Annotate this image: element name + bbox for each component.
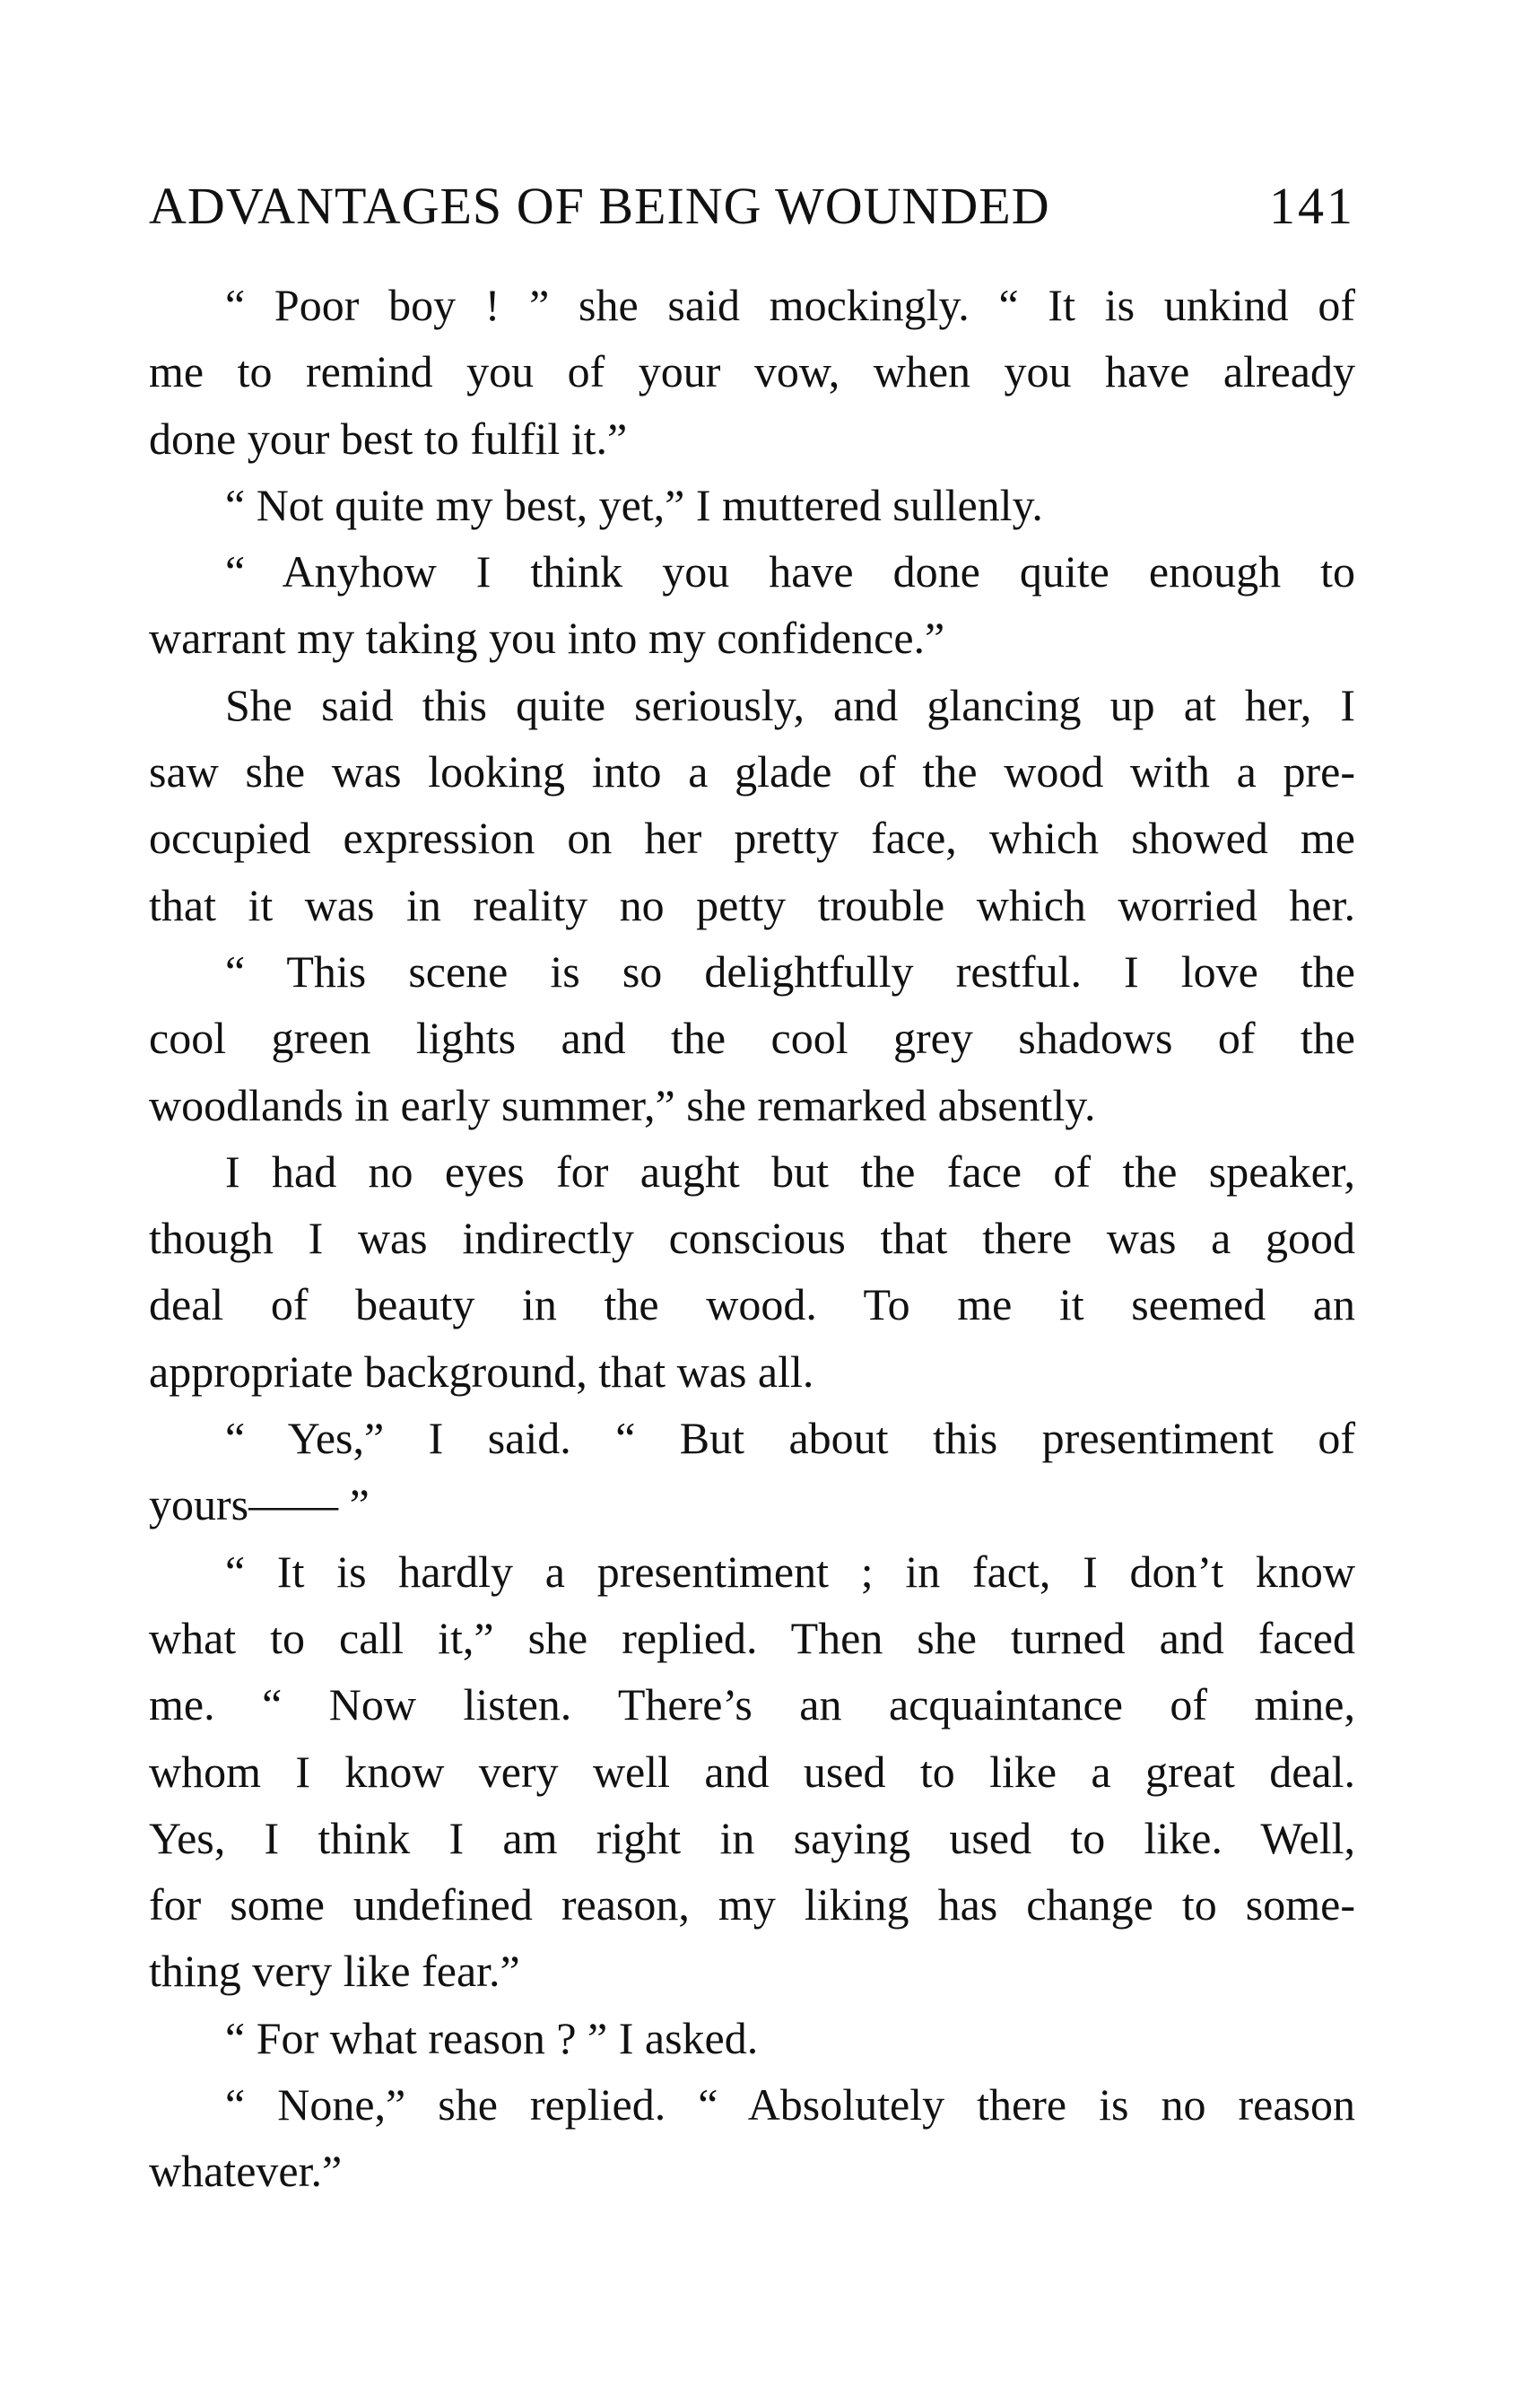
text-line: that it was in reality no petty trouble which worried her. — [149, 879, 1355, 930]
text-line: saw she was looking into a glade of the wood with a pre- — [149, 746, 1355, 797]
page-number: 141 — [1269, 177, 1355, 235]
text-line: whatever.” — [149, 2146, 343, 2197]
paragraph — [149, 672, 1355, 938]
text-line: thing very like fear.” — [149, 1946, 520, 1997]
text-line: cool green lights and the cool grey shadows of the — [149, 1013, 1355, 1064]
paragraph — [149, 1405, 1355, 1538]
paragraph — [149, 1138, 1355, 1405]
text-line: done your best to fulfil it.” — [149, 413, 628, 464]
text-line: deal of beauty in the wood. To me it seemed an — [149, 1279, 1355, 1330]
text-line: “ For what reason ? ” I asked. — [225, 2012, 759, 2063]
text-line: yours—— ” — [149, 1479, 370, 1530]
text-line: “ None,” she replied. “ Absolutely there is no reason — [225, 2079, 1355, 2131]
text-line: me to remind you of your vow, when you have already — [149, 346, 1355, 397]
text-line: for some undefined reason, my liking has change to some- — [149, 1879, 1355, 1930]
text-line: occupied expression on her pretty face, which showed me — [149, 813, 1355, 864]
paragraph — [149, 538, 1355, 672]
running-title: ADVANTAGES OF BEING WOUNDED — [149, 177, 1050, 235]
text-line: “ Not quite my best, yet,” I muttered sullenly. — [225, 479, 1043, 530]
text-line: “ This scene is so delightfully restful. I love the — [225, 945, 1355, 997]
text-line: “ Yes,” I said. “ But about this presentiment of — [225, 1413, 1355, 1464]
text-line: Yes, I think I am right in saying used to like. Well, — [149, 1812, 1355, 1863]
text-line: whom I know very well and used to like a great deal. — [149, 1746, 1355, 1797]
text-line: what to call it,” she replied. Then she turned and faced — [149, 1612, 1355, 1663]
text-line: “ Poor boy ! ” she said mockingly. “ It is unkind of — [225, 280, 1355, 330]
text-line: appropriate background, that was all. — [149, 1346, 814, 1397]
text-line: I had no eyes for aught but the face of the speaker, — [225, 1146, 1355, 1197]
paragraph — [149, 2071, 1355, 2205]
text-line: woodlands in early summer,” she remarked absently. — [149, 1079, 1096, 1130]
running-head — [149, 176, 1355, 248]
text-line: She said this quite seriously, and glancing up at her, I — [225, 679, 1355, 730]
body-text — [149, 272, 1355, 2205]
text-line: “ It is hardly a presentiment ; in fact, I don’t know — [225, 1546, 1355, 1597]
paragraph — [149, 472, 1355, 538]
text-line: though I was indirectly conscious that there was a good — [149, 1213, 1355, 1264]
text-line: me. “ Now listen. There’s an acquaintance of mine, — [149, 1679, 1355, 1730]
paragraph — [149, 938, 1355, 1138]
text-line: “ Anyhow I think you have done quite enough to — [225, 546, 1355, 597]
text-line: warrant my taking you into my confidence.” — [149, 613, 945, 664]
paragraph — [149, 1538, 1355, 2005]
paragraph — [149, 272, 1355, 472]
paragraph — [149, 2005, 1355, 2071]
